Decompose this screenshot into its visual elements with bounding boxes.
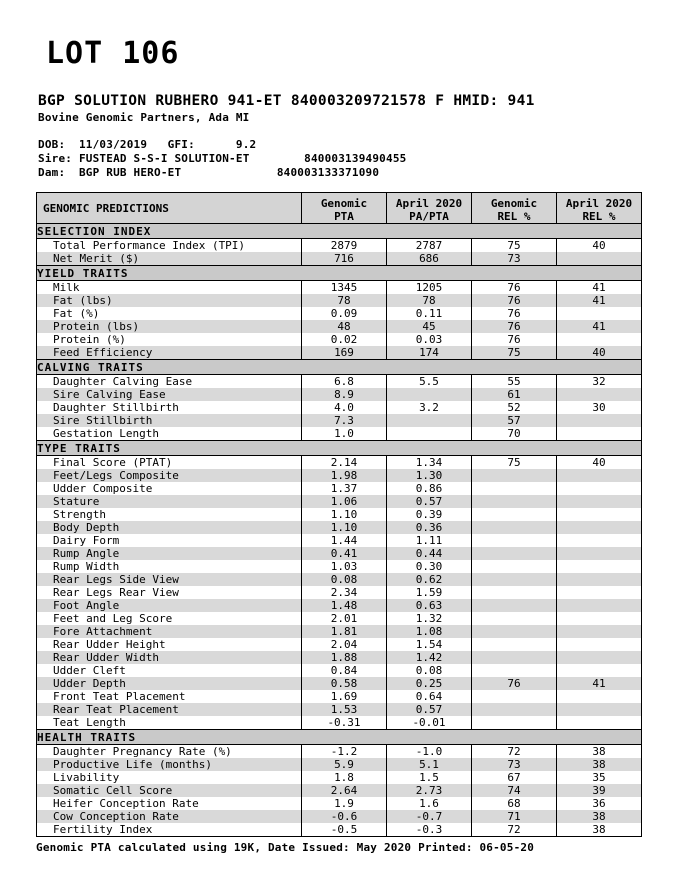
trait-value: 68 xyxy=(472,797,557,810)
trait-value xyxy=(472,703,557,716)
trait-value: -0.7 xyxy=(387,810,472,823)
table-row xyxy=(37,651,642,664)
trait-value: 2.34 xyxy=(302,586,387,599)
trait-value: 41 xyxy=(557,320,642,333)
header-genomic-rel: Genomic REL % xyxy=(472,193,557,224)
trait-value: 0.09 xyxy=(302,307,387,320)
trait-value xyxy=(557,414,642,427)
trait-value: 40 xyxy=(557,456,642,470)
trait-name: Milk xyxy=(37,281,302,295)
trait-value xyxy=(557,547,642,560)
trait-value: 1205 xyxy=(387,281,472,295)
section-title: YIELD TRAITS xyxy=(37,266,642,281)
dam-row xyxy=(38,166,639,180)
trait-value xyxy=(557,638,642,651)
trait-name: Udder Depth xyxy=(37,677,302,690)
trait-value xyxy=(387,427,472,441)
trait-value: 41 xyxy=(557,281,642,295)
table-row xyxy=(37,547,642,560)
table-row xyxy=(37,388,642,401)
trait-value: 78 xyxy=(302,294,387,307)
trait-value: 5.5 xyxy=(387,375,472,389)
trait-value xyxy=(472,482,557,495)
trait-name: Rear Legs Side View xyxy=(37,573,302,586)
farm-line: Bovine Genomic Partners, Ada MI xyxy=(38,111,250,124)
trait-value: 1.08 xyxy=(387,625,472,638)
dob-value: 11/03/2019 xyxy=(78,138,148,151)
table-row xyxy=(37,690,642,703)
table-header-row xyxy=(37,193,642,224)
trait-value xyxy=(557,333,642,346)
trait-value: 1.34 xyxy=(387,456,472,470)
trait-name: Protein (%) xyxy=(37,333,302,346)
trait-name: Dairy Form xyxy=(37,534,302,547)
section-header-row xyxy=(37,441,642,456)
trait-name: Daughter Calving Ease xyxy=(37,375,302,389)
trait-value: 0.03 xyxy=(387,333,472,346)
trait-value: 40 xyxy=(557,239,642,253)
trait-value: 1.37 xyxy=(302,482,387,495)
dam-label: Dam: xyxy=(38,166,66,179)
table-row xyxy=(37,771,642,784)
trait-value xyxy=(472,638,557,651)
trait-value: 1.10 xyxy=(302,521,387,534)
trait-value: 45 xyxy=(387,320,472,333)
trait-value: 1.44 xyxy=(302,534,387,547)
trait-name: Teat Length xyxy=(37,716,302,730)
trait-value xyxy=(557,534,642,547)
header-april-2020-rel: April 2020 REL % xyxy=(557,193,642,224)
table-row xyxy=(37,758,642,771)
trait-value: 1.30 xyxy=(387,469,472,482)
trait-value: -0.31 xyxy=(302,716,387,730)
sire-id: 840003139490455 xyxy=(304,152,407,165)
genomic-predictions-table xyxy=(36,192,642,837)
trait-value xyxy=(472,508,557,521)
trait-value xyxy=(472,547,557,560)
trait-value: 57 xyxy=(472,414,557,427)
sire-value: FUSTEAD S-S-I SOLUTION-ET xyxy=(78,152,250,165)
table-row xyxy=(37,703,642,716)
table-row xyxy=(37,521,642,534)
trait-value xyxy=(557,690,642,703)
trait-value: 5.1 xyxy=(387,758,472,771)
trait-value xyxy=(557,252,642,266)
table-row xyxy=(37,586,642,599)
trait-value: -1.0 xyxy=(387,745,472,759)
trait-value: 70 xyxy=(472,427,557,441)
trait-value: 74 xyxy=(472,784,557,797)
trait-value: 1345 xyxy=(302,281,387,295)
section-header-row xyxy=(37,730,642,745)
trait-name: Fat (lbs) xyxy=(37,294,302,307)
trait-value: 0.25 xyxy=(387,677,472,690)
trait-value: 5.9 xyxy=(302,758,387,771)
trait-name: Rear Teat Placement xyxy=(37,703,302,716)
trait-value: 0.86 xyxy=(387,482,472,495)
trait-value: 48 xyxy=(302,320,387,333)
footer-note: Genomic PTA calculated using 19K, Date Issued: May 2020 Printed: 06-05-20 xyxy=(36,841,535,854)
trait-value: 1.8 xyxy=(302,771,387,784)
trait-name: Feet and Leg Score xyxy=(37,612,302,625)
trait-value xyxy=(472,586,557,599)
trait-value xyxy=(472,651,557,664)
gfi-value: 9.2 xyxy=(235,138,257,151)
trait-value: 1.11 xyxy=(387,534,472,547)
trait-value xyxy=(557,521,642,534)
trait-value: 2.01 xyxy=(302,612,387,625)
trait-value: -0.3 xyxy=(387,823,472,837)
trait-name: Sire Stillbirth xyxy=(37,414,302,427)
trait-value: 1.32 xyxy=(387,612,472,625)
trait-value xyxy=(472,573,557,586)
trait-value: 76 xyxy=(472,307,557,320)
trait-value: 72 xyxy=(472,745,557,759)
table-row xyxy=(37,307,642,320)
trait-value: 1.48 xyxy=(302,599,387,612)
trait-value: 40 xyxy=(557,346,642,360)
trait-value xyxy=(387,414,472,427)
trait-value: 73 xyxy=(472,252,557,266)
trait-value: 76 xyxy=(472,677,557,690)
trait-name: Protein (lbs) xyxy=(37,320,302,333)
table-row xyxy=(37,599,642,612)
section-title: HEALTH TRAITS xyxy=(37,730,642,745)
trait-name: Stature xyxy=(37,495,302,508)
table-row xyxy=(37,482,642,495)
trait-value: 75 xyxy=(472,239,557,253)
trait-value xyxy=(557,625,642,638)
trait-value: 1.81 xyxy=(302,625,387,638)
trait-value: 2.04 xyxy=(302,638,387,651)
trait-value: 0.84 xyxy=(302,664,387,677)
trait-value: 1.54 xyxy=(387,638,472,651)
section-title: TYPE TRAITS xyxy=(37,441,642,456)
table-row xyxy=(37,560,642,573)
section-header-row xyxy=(37,266,642,281)
trait-value: 2.64 xyxy=(302,784,387,797)
trait-value xyxy=(472,690,557,703)
trait-name: Fat (%) xyxy=(37,307,302,320)
trait-value: 75 xyxy=(472,456,557,470)
trait-value: 3.2 xyxy=(387,401,472,414)
sire-row xyxy=(38,152,639,166)
table-row xyxy=(37,375,642,389)
trait-value: 2787 xyxy=(387,239,472,253)
table-row xyxy=(37,495,642,508)
trait-value: 1.0 xyxy=(302,427,387,441)
trait-name: Fore Attachment xyxy=(37,625,302,638)
table-body xyxy=(37,224,642,837)
trait-value xyxy=(472,625,557,638)
trait-name: Livability xyxy=(37,771,302,784)
trait-value: 0.30 xyxy=(387,560,472,573)
trait-value: -0.5 xyxy=(302,823,387,837)
trait-value: 36 xyxy=(557,797,642,810)
table-row xyxy=(37,469,642,482)
trait-value xyxy=(557,495,642,508)
trait-value: 76 xyxy=(472,294,557,307)
trait-value: 41 xyxy=(557,294,642,307)
trait-name: Total Performance Index (TPI) xyxy=(37,239,302,253)
trait-value xyxy=(387,388,472,401)
trait-value: 1.5 xyxy=(387,771,472,784)
table-row xyxy=(37,427,642,441)
trait-value xyxy=(557,388,642,401)
table-row xyxy=(37,797,642,810)
trait-value: 0.64 xyxy=(387,690,472,703)
trait-value: 75 xyxy=(472,346,557,360)
trait-value xyxy=(472,716,557,730)
trait-value: 76 xyxy=(472,281,557,295)
trait-value xyxy=(472,560,557,573)
trait-name: Udder Composite xyxy=(37,482,302,495)
table-row xyxy=(37,281,642,295)
section-header-row xyxy=(37,224,642,239)
lot-title: LOT 106 xyxy=(46,36,180,71)
trait-name: Rump Width xyxy=(37,560,302,573)
header-genomic-predictions: GENOMIC PREDICTIONS xyxy=(37,193,302,224)
trait-value: 1.10 xyxy=(302,508,387,521)
dam-id: 840003133371090 xyxy=(276,166,380,179)
trait-value xyxy=(472,664,557,677)
trait-value: -0.6 xyxy=(302,810,387,823)
trait-value: 1.59 xyxy=(387,586,472,599)
trait-name: Gestation Length xyxy=(37,427,302,441)
trait-value xyxy=(557,599,642,612)
gfi-label: GFI: xyxy=(167,138,195,151)
dob-label: DOB: xyxy=(38,138,66,151)
sire-label: Sire: xyxy=(38,152,73,165)
trait-value: 73 xyxy=(472,758,557,771)
header-genomic-pta: Genomic PTA xyxy=(302,193,387,224)
trait-name: Rump Angle xyxy=(37,547,302,560)
trait-value xyxy=(557,664,642,677)
table-row xyxy=(37,638,642,651)
trait-value: 41 xyxy=(557,677,642,690)
table-row xyxy=(37,784,642,797)
table-row xyxy=(37,294,642,307)
header-april-2020-pa-pta: April 2020 PA/PTA xyxy=(387,193,472,224)
trait-value: 1.42 xyxy=(387,651,472,664)
trait-value: 78 xyxy=(387,294,472,307)
trait-value xyxy=(472,599,557,612)
trait-value: -0.01 xyxy=(387,716,472,730)
table-row xyxy=(37,625,642,638)
trait-value: 0.57 xyxy=(387,703,472,716)
trait-value: 6.8 xyxy=(302,375,387,389)
trait-value: 38 xyxy=(557,758,642,771)
trait-value: -1.2 xyxy=(302,745,387,759)
table-row xyxy=(37,252,642,266)
trait-name: Fertility Index xyxy=(37,823,302,837)
trait-value: 55 xyxy=(472,375,557,389)
table-row xyxy=(37,534,642,547)
trait-name: Feet/Legs Composite xyxy=(37,469,302,482)
trait-value: 0.41 xyxy=(302,547,387,560)
trait-value xyxy=(557,307,642,320)
dam-value: BGP RUB HERO-ET xyxy=(78,166,182,179)
trait-value: 1.88 xyxy=(302,651,387,664)
trait-value: 1.9 xyxy=(302,797,387,810)
trait-value: 1.6 xyxy=(387,797,472,810)
trait-value: 0.63 xyxy=(387,599,472,612)
trait-value xyxy=(557,560,642,573)
table-row xyxy=(37,810,642,823)
table-row xyxy=(37,823,642,837)
trait-value: 30 xyxy=(557,401,642,414)
trait-name: Heifer Conception Rate xyxy=(37,797,302,810)
trait-value: 0.02 xyxy=(302,333,387,346)
trait-value: 1.69 xyxy=(302,690,387,703)
trait-value: 686 xyxy=(387,252,472,266)
trait-value: 2.14 xyxy=(302,456,387,470)
trait-value: 2.73 xyxy=(387,784,472,797)
table-row xyxy=(37,573,642,586)
trait-value: 1.06 xyxy=(302,495,387,508)
trait-value: 35 xyxy=(557,771,642,784)
trait-value: 76 xyxy=(472,333,557,346)
table-row xyxy=(37,677,642,690)
trait-value: 67 xyxy=(472,771,557,784)
trait-value: 4.0 xyxy=(302,401,387,414)
trait-value: 1.03 xyxy=(302,560,387,573)
trait-value: 0.62 xyxy=(387,573,472,586)
trait-value: 39 xyxy=(557,784,642,797)
trait-value xyxy=(472,495,557,508)
trait-value: 76 xyxy=(472,320,557,333)
table-row xyxy=(37,745,642,759)
trait-name: Rear Legs Rear View xyxy=(37,586,302,599)
trait-value: 52 xyxy=(472,401,557,414)
table-row xyxy=(37,320,642,333)
trait-value: 716 xyxy=(302,252,387,266)
section-title: SELECTION INDEX xyxy=(37,224,642,239)
trait-value: 8.9 xyxy=(302,388,387,401)
trait-name: Feed Efficiency xyxy=(37,346,302,360)
trait-value xyxy=(557,508,642,521)
trait-value: 0.08 xyxy=(387,664,472,677)
table-row xyxy=(37,333,642,346)
trait-value: 61 xyxy=(472,388,557,401)
trait-value xyxy=(557,612,642,625)
trait-value: 0.44 xyxy=(387,547,472,560)
table-row xyxy=(37,346,642,360)
trait-name: Rear Udder Width xyxy=(37,651,302,664)
trait-name: Udder Cleft xyxy=(37,664,302,677)
trait-name: Daughter Stillbirth xyxy=(37,401,302,414)
trait-value: 32 xyxy=(557,375,642,389)
trait-value: 174 xyxy=(387,346,472,360)
dob-row xyxy=(38,138,639,152)
trait-value xyxy=(557,573,642,586)
trait-value xyxy=(557,716,642,730)
table-row xyxy=(37,612,642,625)
trait-value xyxy=(557,703,642,716)
trait-value: 0.11 xyxy=(387,307,472,320)
trait-value: 2879 xyxy=(302,239,387,253)
trait-name: Net Merit ($) xyxy=(37,252,302,266)
table-row xyxy=(37,414,642,427)
section-header-row xyxy=(37,360,642,375)
table-row xyxy=(37,664,642,677)
trait-value: 169 xyxy=(302,346,387,360)
table-row xyxy=(37,508,642,521)
trait-name: Strength xyxy=(37,508,302,521)
trait-value: 7.3 xyxy=(302,414,387,427)
trait-name: Rear Udder Height xyxy=(37,638,302,651)
pedigree-block xyxy=(34,138,639,180)
trait-value: 0.58 xyxy=(302,677,387,690)
trait-name: Productive Life (months) xyxy=(37,758,302,771)
table-row xyxy=(37,239,642,253)
trait-name: Final Score (PTAT) xyxy=(37,456,302,470)
table-row xyxy=(37,716,642,730)
trait-value xyxy=(557,586,642,599)
trait-value: 1.53 xyxy=(302,703,387,716)
trait-name: Cow Conception Rate xyxy=(37,810,302,823)
trait-value: 0.36 xyxy=(387,521,472,534)
table-row xyxy=(37,401,642,414)
trait-name: Sire Calving Ease xyxy=(37,388,302,401)
trait-value: 1.98 xyxy=(302,469,387,482)
trait-value xyxy=(472,521,557,534)
trait-name: Daughter Pregnancy Rate (%) xyxy=(37,745,302,759)
trait-value xyxy=(472,469,557,482)
animal-name-line: BGP SOLUTION RUBHERO 941-ET 840003209721578 F HMID: 941 xyxy=(38,93,535,109)
table-row xyxy=(37,456,642,470)
trait-value xyxy=(557,469,642,482)
section-title: CALVING TRAITS xyxy=(37,360,642,375)
trait-value: 0.57 xyxy=(387,495,472,508)
trait-value: 71 xyxy=(472,810,557,823)
trait-value: 38 xyxy=(557,823,642,837)
trait-value xyxy=(472,534,557,547)
trait-name: Front Teat Placement xyxy=(37,690,302,703)
trait-name: Somatic Cell Score xyxy=(37,784,302,797)
trait-value: 0.08 xyxy=(302,573,387,586)
trait-value xyxy=(557,482,642,495)
trait-value xyxy=(557,427,642,441)
trait-value xyxy=(472,612,557,625)
trait-name: Body Depth xyxy=(37,521,302,534)
trait-name: Foot Angle xyxy=(37,599,302,612)
trait-value: 0.39 xyxy=(387,508,472,521)
trait-value: 38 xyxy=(557,810,642,823)
trait-value: 38 xyxy=(557,745,642,759)
trait-value xyxy=(557,651,642,664)
trait-value: 72 xyxy=(472,823,557,837)
